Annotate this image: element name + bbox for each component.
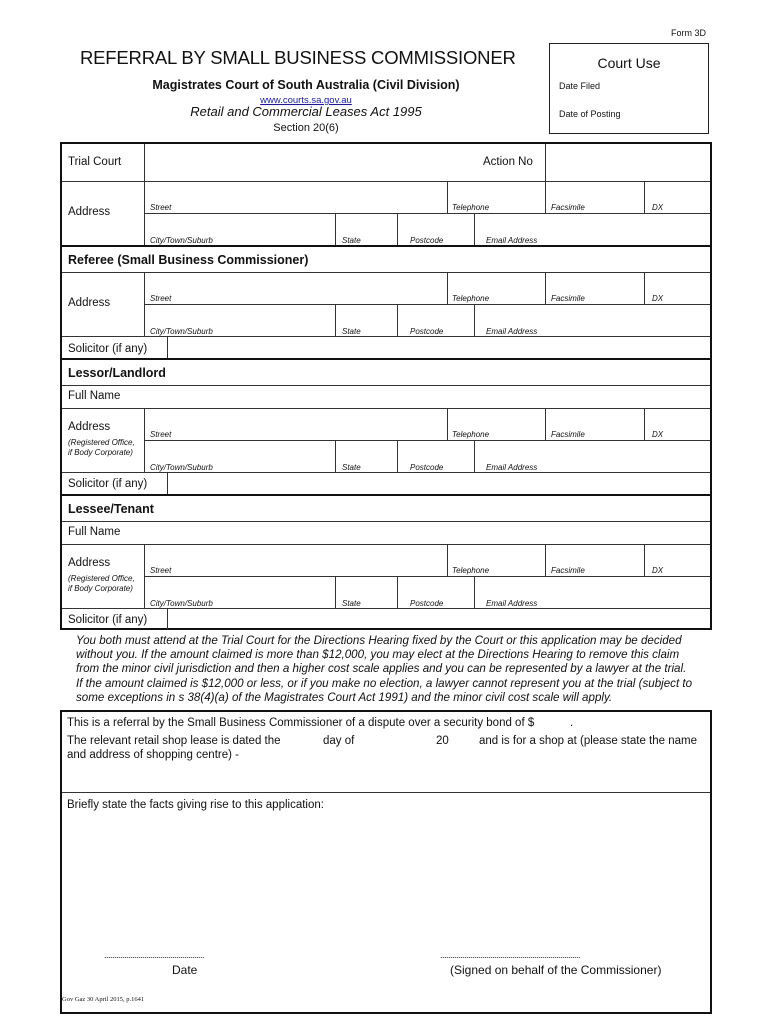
state-label-3: State: [342, 463, 361, 472]
date-filed-label: Date Filed: [559, 81, 601, 91]
court-name: Magistrates Court of South Australia (Civil Division): [152, 78, 460, 92]
city-label-4: City/Town/Suburb: [150, 599, 213, 608]
city-label-3: City/Town/Suburb: [150, 463, 213, 472]
email-label-4: Email Address: [486, 599, 538, 608]
email-label-2: Email Address: [486, 327, 538, 336]
court-url-link[interactable]: www.courts.sa.gov.au: [260, 95, 352, 106]
solicitor-label-3: Solicitor (if any): [68, 614, 148, 626]
full-name-label-1: Full Name: [68, 390, 121, 402]
facsimile-label-3: Facsimile: [551, 430, 585, 439]
section-ref: Section 20(6): [273, 122, 339, 134]
dx-label-2: DX: [652, 294, 664, 303]
lease-day-of: day of: [323, 735, 355, 747]
date-label: Date: [172, 963, 198, 977]
signed-label: (Signed on behalf of the Commissioner): [450, 963, 662, 977]
dx-label-4: DX: [652, 566, 664, 575]
date-posting-label: Date of Posting: [559, 109, 621, 119]
commissioner-signature-line: ......................................................................: [440, 950, 581, 960]
state-label-2: State: [342, 327, 361, 336]
postcode-label-4: Postcode: [410, 599, 444, 608]
registered-office-note-1a: (Registered Office,: [68, 438, 135, 447]
email-label-3: Email Address: [486, 463, 538, 472]
notice-line-2: without you. If the amount claimed is more than $12,000, you may elect at the Directions Hearing to remove this claim: [76, 648, 680, 662]
telephone-label-2: Telephone: [452, 294, 490, 303]
referral-bond-period: .: [570, 717, 574, 729]
registered-office-note-2a: (Registered Office,: [68, 574, 135, 583]
parties-form-table: [60, 142, 712, 630]
notice-line-3: from the minor civil jurisdiction and then a higher cost scale applies and you can be represented by a lawyer at the trial.: [76, 662, 687, 676]
form-number: Form 3D: [670, 28, 706, 38]
gazette-footer: Gov Gaz 30 April 2015, p.1641: [62, 996, 145, 1003]
address-label-2: Address: [68, 297, 111, 309]
court-use-box: [549, 43, 709, 134]
solicitor-label-2: Solicitor (if any): [68, 478, 148, 490]
solicitor-label-1: Solicitor (if any): [68, 343, 148, 355]
shopping-centre-text: and address of shopping centre) -: [67, 749, 239, 761]
email-label-1: Email Address: [486, 236, 538, 245]
telephone-label-3: Telephone: [452, 430, 490, 439]
street-label-1: Street: [150, 203, 172, 212]
trial-court-label: Trial Court: [68, 156, 122, 168]
full-name-label-2: Full Name: [68, 526, 121, 538]
referral-details-box: [60, 710, 712, 1014]
telephone-label-1: Telephone: [452, 203, 490, 212]
registered-office-note-2b: if Body Corporate): [68, 584, 133, 593]
date-signature-line: ..................................................: [104, 950, 205, 960]
dx-label-1: DX: [652, 203, 664, 212]
city-label-1: City/Town/Suburb: [150, 236, 213, 245]
dx-label-3: DX: [652, 430, 664, 439]
notice-line-1: You both must attend at the Trial Court for the Directions Hearing fixed by the Court or this application may be decided: [76, 634, 682, 647]
court-use-heading: Court Use: [597, 55, 661, 71]
referral-bond-text: This is a referral by the Small Business Commissioner of a dispute over a security bond of $: [67, 717, 535, 729]
registered-office-note-1b: if Body Corporate): [68, 448, 133, 457]
notice-line-4: If the amount claimed is $12,000 or less, or if you make no election, a lawyer cannot represent you at the trial (subject to: [76, 676, 693, 690]
address-label-3: Address: [68, 421, 111, 433]
referee-heading: Referee (Small Business Commissioner): [68, 253, 309, 267]
notice-line-5: some exceptions in s 38(4)(a) of the Magistrates Court Act 1991) and the minor civil cost scale will apply.: [76, 690, 613, 704]
facts-prompt: Briefly state the facts giving rise to this application:: [67, 799, 324, 811]
postcode-label-1: Postcode: [410, 236, 444, 245]
lessor-heading: Lessor/Landlord: [68, 366, 166, 380]
lease-year-prefix: 20: [436, 735, 449, 747]
action-no-label: Action No: [483, 156, 533, 168]
state-label-4: State: [342, 599, 361, 608]
postcode-label-2: Postcode: [410, 327, 444, 336]
street-label-3: Street: [150, 430, 172, 439]
page-title: REFERRAL BY SMALL BUSINESS COMMISSIONER: [80, 47, 516, 68]
postcode-label-3: Postcode: [410, 463, 444, 472]
lease-dated-text: The relevant retail shop lease is dated the: [67, 735, 281, 747]
telephone-label-4: Telephone: [452, 566, 490, 575]
street-label-4: Street: [150, 566, 172, 575]
street-label-2: Street: [150, 294, 172, 303]
attendance-notice: [76, 634, 706, 705]
address-label-4: Address: [68, 557, 111, 569]
city-label-2: City/Town/Suburb: [150, 327, 213, 336]
state-label-1: State: [342, 236, 361, 245]
lessee-heading: Lessee/Tenant: [68, 502, 154, 516]
address-label-1: Address: [68, 206, 111, 218]
facsimile-label-1: Facsimile: [551, 203, 585, 212]
lease-shop-text: and is for a shop at (please state the name: [479, 735, 697, 747]
act-name: Retail and Commercial Leases Act 1995: [190, 104, 422, 119]
facsimile-label-2: Facsimile: [551, 294, 585, 303]
facsimile-label-4: Facsimile: [551, 566, 585, 575]
